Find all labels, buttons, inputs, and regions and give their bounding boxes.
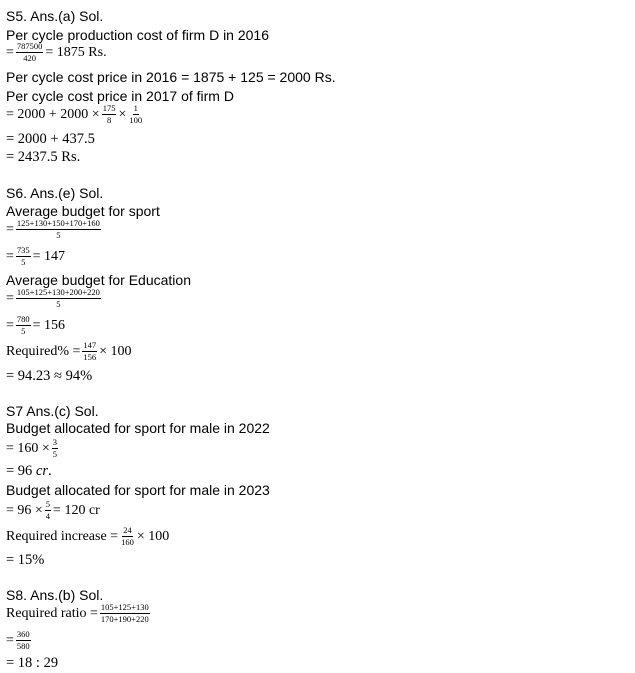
numerator: 105+125+130+200+220 [16, 287, 100, 297]
unit: cr [35, 463, 49, 479]
result: = 147 [32, 248, 66, 264]
fraction [16, 315, 31, 336]
fraction [16, 219, 101, 240]
s6-line-4: Average budget for Education [6, 272, 191, 288]
s8-line-1 [6, 603, 152, 624]
s5-line-4: Per cycle cost price in 2017 of firm D [6, 88, 234, 104]
numerator: 1 [133, 103, 138, 113]
denominator: 5 [56, 299, 61, 309]
s6-heading: S6. Ans.(e) Sol. [6, 185, 104, 201]
s8-line-2 [6, 630, 33, 651]
expression: = 160 × [6, 440, 50, 456]
s5-line-2 [6, 42, 107, 63]
times-sign: × [118, 106, 127, 122]
numerator: 105+125+130 [100, 602, 149, 612]
s6-line-1: Average budget for sport [6, 203, 160, 219]
fraction [100, 603, 150, 624]
fraction [16, 630, 31, 651]
denominator: 156 [83, 352, 97, 362]
s6-line-8: = 94.23 ≈ 94% [6, 368, 93, 384]
s8-heading: S8. Ans.(b) Sol. [6, 587, 104, 603]
fraction [128, 104, 143, 125]
denominator: 100 [129, 115, 143, 125]
denominator: 420 [23, 53, 37, 63]
numerator: 24 [123, 525, 132, 535]
s5-line-3: Per cycle cost price in 2016 = 1875 + 125 = 2000 Rs. [6, 69, 336, 85]
period: . [48, 463, 52, 479]
denominator: 5 [56, 230, 61, 240]
equals-sign: = [6, 44, 14, 60]
s6-line-3 [6, 246, 65, 267]
denominator: 5 [52, 449, 58, 459]
fraction [82, 341, 97, 362]
fraction [16, 42, 44, 63]
denominator: 5 [21, 326, 26, 336]
s7-heading: S7 Ans.(c) Sol. [6, 403, 99, 419]
s8-line-3: = 18 : 29 [6, 655, 59, 671]
numerator: 735 [16, 245, 30, 255]
result: = 1875 Rs. [45, 44, 107, 60]
equals-sign: = [6, 290, 14, 306]
equals-sign: = [6, 317, 14, 333]
s5-heading: S5. Ans.(a) Sol. [6, 8, 104, 24]
fraction [45, 500, 51, 521]
numerator: 787500 [16, 41, 43, 51]
fraction [16, 246, 31, 267]
s7-line-7: = 15% [6, 552, 45, 568]
s7-line-1: Budget allocated for sport for male in 2022 [6, 420, 270, 436]
expression: = 2000 + 2000 × [6, 106, 100, 122]
numerator: 780 [16, 314, 30, 324]
expression: Required% = [6, 343, 81, 359]
numerator: 147 [83, 340, 97, 350]
s6-line-2 [6, 219, 103, 240]
fraction [16, 288, 101, 309]
result: = 120 cr [53, 502, 100, 518]
fraction [120, 526, 135, 547]
s5-line-1: Per cycle production cost of firm D in 2016 [6, 27, 270, 43]
expression: = 96 × [6, 502, 43, 518]
numerator: 360 [16, 629, 30, 639]
s7-line-4: Budget allocated for sport for male in 2023 [6, 482, 270, 498]
equals-sign: = [6, 632, 14, 648]
s7-line-2 [6, 438, 60, 459]
equals-sign: = [6, 248, 14, 264]
expression: Required ratio = [6, 605, 98, 621]
denominator: 580 [16, 641, 30, 651]
denominator: 170+190+220 [100, 614, 149, 624]
numerator: 5 [45, 499, 51, 509]
result: = 156 [32, 317, 66, 333]
s6-line-6 [6, 315, 65, 336]
s6-line-7 [6, 341, 132, 362]
s7-line-5 [6, 500, 100, 521]
expression: = 96 [6, 463, 33, 479]
denominator: 5 [21, 257, 26, 267]
equals-sign: = [6, 221, 14, 237]
s5-line-7: = 2437.5 Rs. [6, 149, 81, 165]
denominator: 8 [106, 115, 112, 125]
numerator: 125+130+150+170+160 [16, 218, 100, 228]
s5-line-5 [6, 104, 145, 125]
s5-line-6: = 2000 + 437.5 [6, 131, 95, 147]
numerator: 175 [102, 103, 116, 113]
numerator: 3 [52, 437, 58, 447]
expression: Required increase = [6, 528, 119, 544]
result: × 100 [99, 343, 132, 359]
s7-line-3 [6, 463, 52, 479]
s7-line-6 [6, 526, 169, 547]
denominator: 4 [45, 511, 51, 521]
fraction [52, 438, 58, 459]
s6-line-5 [6, 288, 103, 309]
denominator: 160 [121, 537, 134, 547]
result: × 100 [136, 528, 170, 544]
fraction [102, 104, 117, 125]
